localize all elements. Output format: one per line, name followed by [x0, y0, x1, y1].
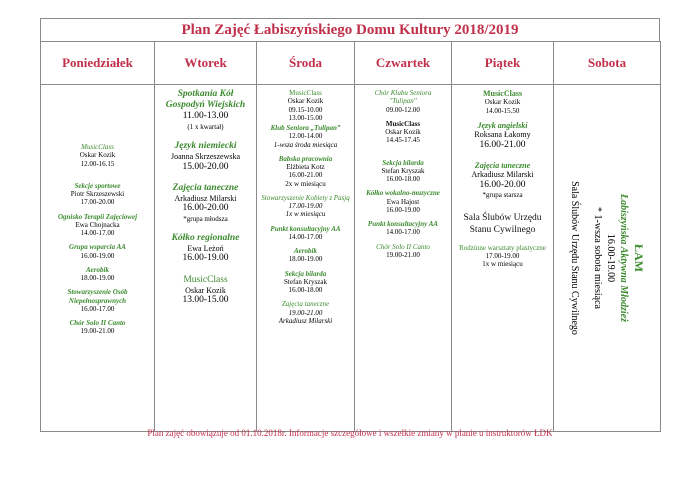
activity-name: MusicClass	[183, 274, 228, 285]
activity-entry	[43, 288, 152, 313]
activity-time: 14.00-17.00	[288, 232, 323, 241]
activity-entry	[43, 182, 152, 207]
activity-name: MusicClass	[289, 89, 322, 97]
activity-time: 12.00-16.15	[80, 159, 115, 168]
schedule-table	[40, 41, 661, 432]
activity-entry	[259, 225, 352, 242]
activity-entry	[43, 243, 152, 260]
activity-time: 19.00-21.00	[288, 308, 323, 317]
activity-leader: Oskar Kozik	[287, 97, 324, 106]
activity-leader: Ewa Leżoń	[187, 244, 224, 253]
activity-time: 16.00-19.00	[605, 233, 617, 283]
activity-time: 19.00-21.00	[386, 250, 420, 259]
activity-leader: Elżbieta Kotz	[286, 163, 325, 171]
activity-name: Klub Seniora „Tulipan”	[270, 124, 341, 132]
activity-name: Babska pracownia	[278, 154, 333, 163]
thursday-cell	[355, 85, 452, 432]
tuesday-cell	[155, 85, 257, 432]
activity-time: 16.00-21.00	[479, 139, 526, 150]
activity-time: 16.00-20.00	[182, 203, 229, 214]
activity-time: 15.00-20.00	[182, 161, 229, 172]
activity-leader: Oskar Kozik	[385, 128, 421, 136]
activity-name: Sekcja bilarda	[382, 158, 424, 167]
activity-leader: Stefan Kryszak	[381, 166, 425, 175]
activity-leader: Piotr Skrzeszewski	[70, 190, 125, 198]
day-header-row	[41, 42, 661, 85]
activity-entry	[157, 233, 254, 265]
day-header-friday: Piątek	[452, 42, 554, 85]
activity-name: Aerobik	[86, 265, 109, 274]
activity-full-name: Łabiszyńska Aktywna Młodzież	[618, 194, 630, 322]
activity-entry	[357, 243, 449, 260]
activity-entry	[157, 141, 254, 173]
activity-entry	[259, 270, 352, 295]
activity-leader: Stefan Kryszak	[284, 277, 327, 286]
activity-entry	[259, 124, 352, 149]
activity-time: 14.00-17.00	[386, 228, 420, 237]
activity-name-quoted: "Tulipan"	[389, 97, 417, 106]
activity-leader: Oskar Kozik	[484, 98, 521, 107]
activity-entry	[357, 159, 449, 184]
activity-entry	[43, 213, 152, 238]
activity-name: Chór Solo II Canto	[376, 242, 430, 251]
activity-entry	[454, 89, 551, 115]
activity-entry	[43, 143, 152, 168]
activity-entry	[454, 121, 551, 151]
activity-time: 17.00-20.00	[80, 198, 115, 207]
activity-name: Zajęcia taneczne	[281, 300, 330, 309]
saturday-cell	[554, 85, 661, 432]
activity-name: Sekcja bilarda	[284, 269, 327, 278]
activity-time: 16.00-17.00	[80, 304, 115, 313]
activity-name: Stowarzyszenie Kobiety z Pasją	[261, 193, 350, 202]
monday-cell	[41, 85, 155, 432]
activity-time: 18.00-19.00	[80, 274, 115, 282]
activity-name: Zajęcia taneczne	[172, 182, 239, 193]
activity-note: *grupa młodsza	[183, 214, 228, 223]
activity-note: 1x w miesiącu	[285, 210, 326, 219]
activity-name: Spotkania Kół Gospodyń Wiejskich	[165, 89, 246, 111]
activity-entry	[259, 155, 352, 188]
activity-leader: Oskar Kozik	[79, 151, 116, 160]
activity-name: Ognisko Terapii Zajęciowej	[57, 212, 138, 221]
activity-leader: Arkadiusz Milarski	[471, 170, 534, 180]
day-header-tuesday: Wtorek	[155, 42, 257, 85]
activity-entry	[157, 183, 254, 223]
activity-entry	[454, 213, 551, 235]
activity-entry	[454, 244, 551, 269]
activity-time: 12.00-14.00	[288, 132, 323, 141]
activity-entry	[259, 300, 352, 325]
activity-name: Język angielski	[477, 120, 528, 130]
activity-name: Stowarzyszenie Osób Niepełnosprawnych	[67, 288, 128, 305]
activity-time: 17.00-19.00	[288, 202, 323, 210]
activity-time: 16.00-19.00	[182, 253, 229, 264]
activity-entry	[259, 247, 352, 264]
activity-leader: Joanna Skrzeszewska	[170, 152, 241, 162]
activity-time: 14.00-15.50	[485, 106, 520, 115]
activity-leader: Oskar Kozik	[185, 285, 226, 295]
activity-name: Kółko regionalne	[171, 232, 240, 243]
activity-entry	[43, 319, 152, 336]
footer-note: Plan zajęć obowiązuje od 01.10.2018r. Informacje szczegółowe i wszelkie zmiany w planie u instruktorów ŁDK	[147, 428, 553, 438]
activity-leader: Ewa Chojnacka	[75, 220, 120, 229]
activity-name: Chór Solo II Canto	[69, 319, 126, 327]
activity-time: 17.00-19.00	[485, 252, 520, 260]
activity-time: 14.45-17.45	[386, 136, 420, 145]
activity-name: Sekcje sportowe	[74, 181, 121, 190]
activity-entry	[357, 89, 449, 114]
page-title: Plan Zajęć Łabiszyńskiego Domu Kultury 2018/2019	[40, 18, 660, 41]
activity-name: Kółko wokalno-muzyczne	[366, 189, 440, 198]
activity-time: 16.00-20.00	[479, 179, 526, 190]
activity-name: ŁAM	[631, 244, 646, 272]
activity-entry	[357, 120, 449, 145]
activity-time: 14.00-17.00	[80, 229, 115, 237]
day-header-monday: Poniedziałek	[41, 42, 155, 85]
activity-name: Chór Klubu Seniora	[374, 89, 432, 97]
activity-entry	[357, 189, 449, 214]
activity-name: Punkt konsultacyjny AA	[367, 220, 439, 228]
activity-name: Aerobik	[294, 247, 317, 255]
activity-name: Język niemiecki	[174, 140, 237, 151]
activity-time: 13.00-15.00	[182, 295, 229, 306]
activity-time: 19.00-21.00	[80, 327, 115, 336]
activity-name: Grupa wsparcia AA	[69, 243, 126, 252]
activity-leader: Arkadiusz Milarski	[174, 193, 237, 203]
activity-time: 18.00-19.00	[288, 255, 323, 264]
activity-name: Sala Ślubów Urzędu Stanu Cywilnego	[463, 213, 542, 235]
saturday-rotated-entry	[568, 128, 646, 388]
activity-entry	[157, 89, 254, 131]
activity-time: 16.00-19.00	[386, 205, 420, 214]
activity-note: 2x w miesiącu	[285, 179, 326, 188]
activity-time: 16.00-18.00	[386, 175, 420, 183]
activity-note: (1 x kwartał)	[187, 122, 224, 131]
activity-entry	[357, 220, 449, 237]
activity-leader: Ewa Hajost	[386, 197, 420, 206]
activity-name: MusicClass	[385, 119, 421, 128]
activity-entry	[259, 194, 352, 219]
activity-time: 11.00-13.00	[182, 111, 229, 122]
day-header-saturday: Sobota	[554, 42, 661, 85]
activity-name: MusicClass	[482, 89, 523, 98]
day-header-wednesday: Środa	[257, 42, 355, 85]
activity-time: 16.00-21.00	[288, 171, 323, 180]
activity-time: 09.15-10.00	[288, 105, 323, 114]
activities-row	[41, 85, 661, 432]
activity-name: Punkt konsultacyjny AA	[270, 224, 341, 233]
activity-note: 1-wsza środa miesiąca	[273, 140, 338, 149]
activity-entry	[259, 89, 352, 122]
activity-place: Sala Ślubów Urzędu Stanu Cywilnego	[569, 181, 581, 335]
activity-name: MusicClass	[81, 143, 114, 151]
schedule-page	[40, 18, 660, 432]
activity-name: Zajęcia taneczne	[474, 161, 531, 171]
activity-entry	[43, 266, 152, 283]
activity-time: 13.00-15.00	[288, 113, 323, 122]
activity-time: 16.00-19.00	[80, 251, 115, 260]
activity-time: 09.00-12.00	[386, 105, 420, 114]
friday-cell	[452, 85, 554, 432]
wednesday-cell	[257, 85, 355, 432]
activity-name: Rodzinne warsztaty plastyczne	[459, 243, 546, 252]
activity-time: 16.00-18.00	[288, 286, 323, 294]
activity-note: * 1-wsza sobota miesiąca	[592, 207, 604, 309]
day-header-thursday: Czwartek	[355, 42, 452, 85]
activity-note: *grupa starsza	[482, 191, 523, 200]
activity-leader: Arkadiusz Milarski	[278, 316, 333, 325]
activity-leader: Roksana Łakomy	[474, 130, 531, 140]
activity-entry	[157, 275, 254, 307]
activity-entry	[454, 161, 551, 199]
activity-note: 1x w miesiącu	[482, 260, 523, 269]
